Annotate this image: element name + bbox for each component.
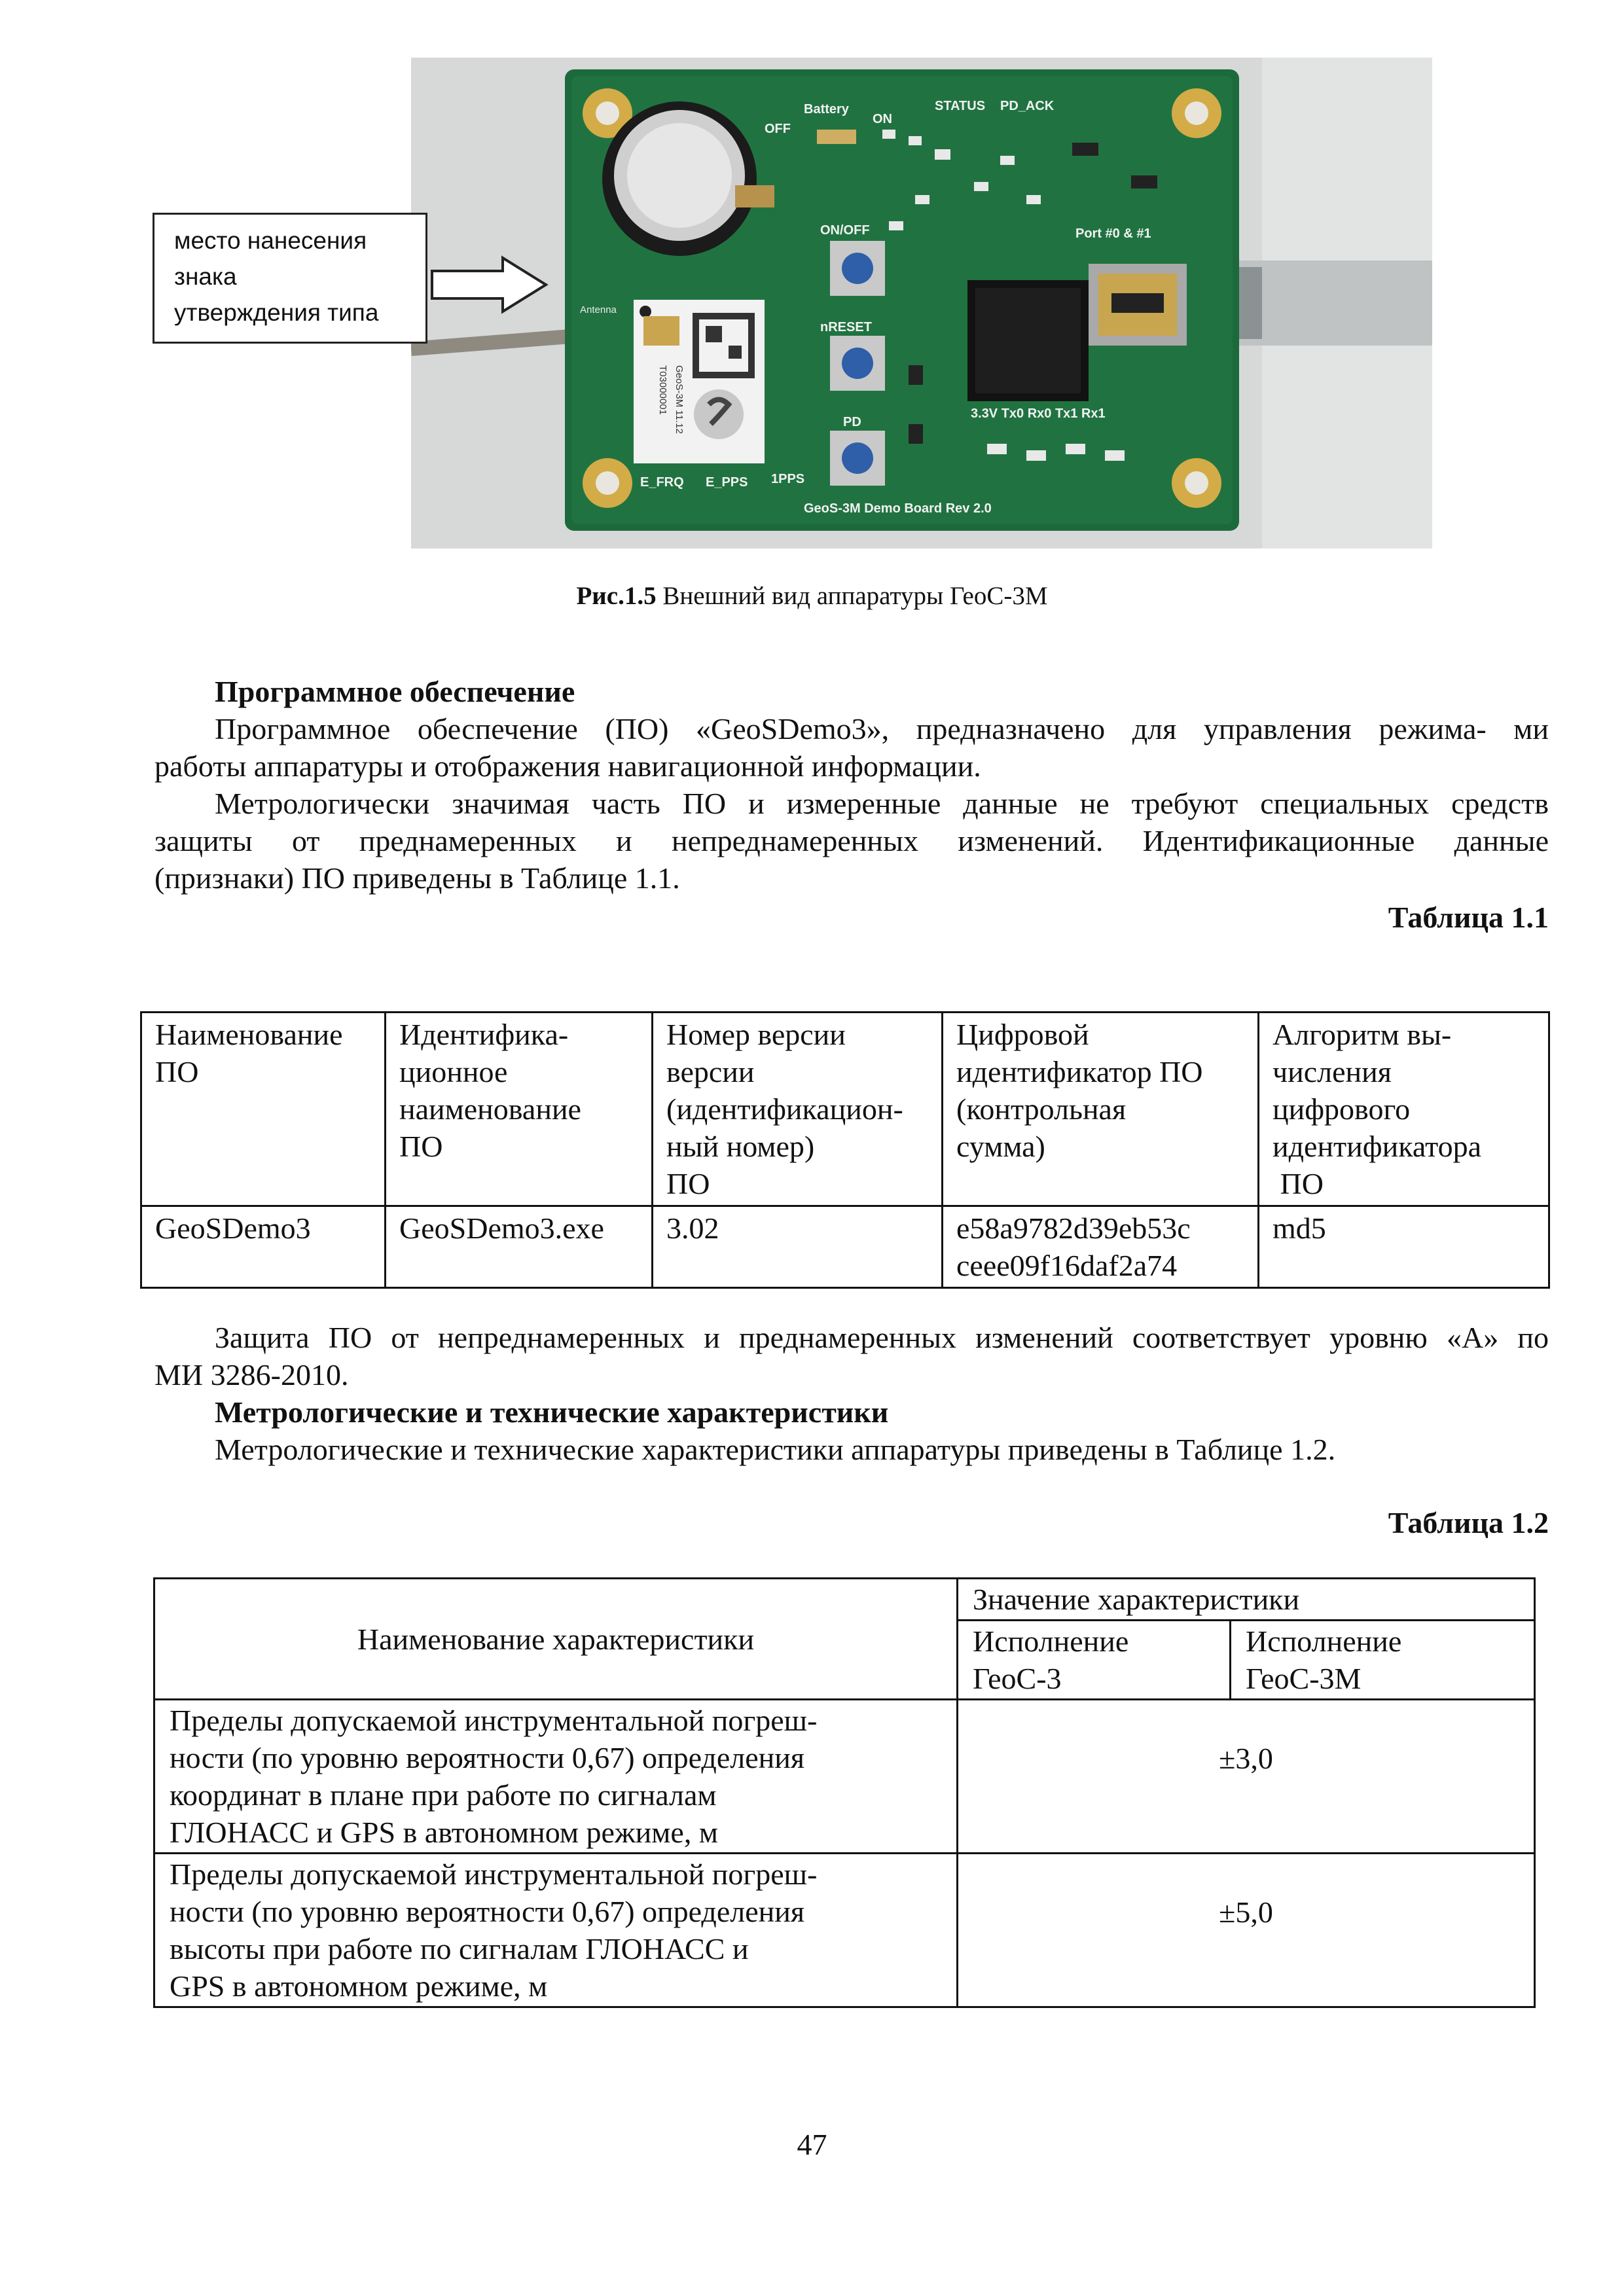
table-header-cell: [1231, 1621, 1535, 1700]
header-text: Наименование: [155, 1018, 343, 1051]
header-text: Номер версии: [666, 1018, 846, 1051]
paragraph-line: Программное обеспечение (ПО) «GeoSDemo3», предназначено для управления режима- ми: [215, 712, 1549, 745]
section-heading-software: Программное обеспечение: [215, 675, 575, 708]
table-header-cell: [141, 1013, 386, 1206]
table-row: [141, 1206, 1549, 1288]
table-cell: GeoSDemo3: [141, 1206, 386, 1288]
table-header-cell: [386, 1013, 653, 1206]
table-cell: ±5,0: [958, 1854, 1535, 2007]
arrow-right-icon: [431, 255, 549, 314]
table-cell: ±3,0: [958, 1700, 1535, 1854]
header-text: Цифровой: [956, 1018, 1089, 1051]
header-text: версии: [666, 1055, 755, 1088]
table2-caption: Таблица 1.2: [1388, 1506, 1549, 1539]
callout-line: утверждения типа: [174, 299, 379, 326]
figure-caption: [0, 581, 1624, 611]
header-text: идентификатора: [1272, 1130, 1481, 1163]
header-text: ционное: [399, 1055, 508, 1088]
header-text: Алгоритм вы-: [1272, 1018, 1452, 1051]
table-row: [154, 1854, 1535, 2007]
paragraph-line: защиты от преднамеренных и непреднамеренных изменений. Идентификационные данные: [154, 824, 1549, 857]
table1-caption: Таблица 1.1: [1388, 901, 1549, 934]
header-text: (контрольная: [956, 1092, 1127, 1126]
header-text: сумма): [956, 1130, 1045, 1163]
header-text: ПО: [399, 1130, 443, 1163]
header-text: ПО: [155, 1055, 199, 1088]
cell-text: ности (по уровню вероятности 0,67) определения: [170, 1895, 805, 1928]
label-1pps: 1PPS: [771, 472, 805, 486]
header-text: идентификатор ПО: [956, 1055, 1203, 1088]
header-text: наименование: [399, 1092, 581, 1126]
microcontroller-icon: [967, 280, 1089, 401]
figure-caption-text: Внешний вид аппаратуры ГеоС-3М: [656, 582, 1048, 610]
cell-text: координат в плане при работе по сигналам: [170, 1778, 717, 1812]
label-board-name: GeoS-3M Demo Board Rev 2.0: [804, 501, 992, 516]
header-text: ГеоС-3М: [1246, 1662, 1362, 1695]
cell-text: Пределы допускаемой инструментальной погреш-: [170, 1704, 818, 1737]
label-module: GeoS-3M 11.12: [674, 365, 685, 434]
usb-connector-icon: [1089, 264, 1187, 346]
header-text: Исполнение: [973, 1624, 1129, 1658]
label-nreset: nRESET: [820, 320, 872, 334]
label-serial: T03000001: [657, 365, 668, 415]
paragraph-line: Метрологически значимая часть ПО и измеренные данные не требуют специальных средств: [215, 787, 1549, 820]
callout-line: место нанесения: [174, 227, 367, 254]
characteristics-table: [153, 1577, 1536, 2008]
paragraph-line: Метрологические и технические характеристики аппаратуры приведены в Таблице 1.2.: [215, 1433, 1336, 1466]
header-text: ГеоС-3: [973, 1662, 1062, 1695]
label-e-frq: E_FRQ: [640, 475, 684, 490]
paragraph-line: (признаки) ПО приведены в Таблице 1.1.: [154, 861, 680, 895]
header-text: цифрового: [1272, 1092, 1411, 1126]
pcb-illustration: [411, 58, 1432, 548]
table-header-cell: [958, 1621, 1231, 1700]
table-header-row: [141, 1013, 1549, 1206]
checksum-line: ceee09f16daf2a74: [956, 1249, 1178, 1282]
table-cell: md5: [1259, 1206, 1549, 1288]
paragraph-line: работы аппаратуры и отображения навигационной информации.: [154, 749, 981, 783]
label-status: STATUS: [935, 99, 986, 113]
paragraph-line: Защита ПО от непреднамеренных и преднамеренных изменений соответствует уровню «А» по: [215, 1321, 1549, 1354]
label-e-pps: E_PPS: [706, 475, 748, 490]
paragraph-line: МИ 3286-2010.: [154, 1358, 349, 1391]
table-cell: [154, 1700, 958, 1854]
header-text: Идентифика-: [399, 1018, 569, 1051]
label-on: ON: [873, 112, 892, 126]
antenna-connector-icon: [643, 316, 679, 346]
table-header-cell: [653, 1013, 943, 1206]
table-cell: [943, 1206, 1259, 1288]
section-heading-characteristics: Метрологические и технические характеристики: [215, 1395, 889, 1429]
cell-text: GPS в автономном режиме, м: [170, 1969, 548, 2003]
table-cell: GeoSDemo3.exe: [386, 1206, 653, 1288]
table-header-cell: [943, 1013, 1259, 1206]
figure-number: Рис.1.5: [576, 582, 657, 610]
label-off: OFF: [765, 122, 791, 136]
table-header-row: [154, 1579, 1535, 1621]
header-text: ПО: [666, 1167, 710, 1200]
software-identification-table: [140, 1011, 1550, 1289]
board-photo: [411, 58, 1432, 548]
header-text: ПО: [1272, 1167, 1324, 1200]
label-antenna: Antenna: [580, 304, 617, 315]
label-battery: Battery: [804, 102, 849, 117]
table-header-cell: Наименование характеристики: [154, 1579, 958, 1700]
checksum-line: e58a9782d39eb53c: [956, 1211, 1191, 1245]
table-row: [154, 1700, 1535, 1854]
table-header-cell: Значение характеристики: [958, 1579, 1535, 1621]
label-pd-ack: PD_ACK: [1000, 99, 1055, 113]
page-number: 47: [797, 2128, 827, 2161]
table-cell: 3.02: [653, 1206, 943, 1288]
label-pd: PD: [843, 415, 861, 429]
cell-text: ности (по уровню вероятности 0,67) определения: [170, 1741, 805, 1774]
header-text: Исполнение: [1246, 1624, 1402, 1658]
label-pins: 3.3V Tx0 Rx0 Tx1 Rx1: [971, 406, 1106, 421]
header-text: (идентификацион-: [666, 1092, 903, 1126]
label-on-off: ON/OFF: [820, 223, 870, 238]
table-header-cell: [1259, 1013, 1549, 1206]
header-text: ный номер): [666, 1130, 815, 1163]
callout-line: знака: [174, 263, 237, 290]
pushbutton-icon: [830, 241, 885, 486]
cell-text: Пределы допускаемой инструментальной погреш-: [170, 1857, 818, 1891]
cell-text: высоты при работе по сигналам ГЛОНАСС и: [170, 1932, 749, 1965]
label-port: Port #0 & #1: [1075, 226, 1151, 241]
cell-text: ГЛОНАСС и GPS в автономном режиме, м: [170, 1816, 718, 1849]
table-cell: [154, 1854, 958, 2007]
header-text: числения: [1272, 1055, 1392, 1088]
callout-box: [153, 213, 427, 344]
